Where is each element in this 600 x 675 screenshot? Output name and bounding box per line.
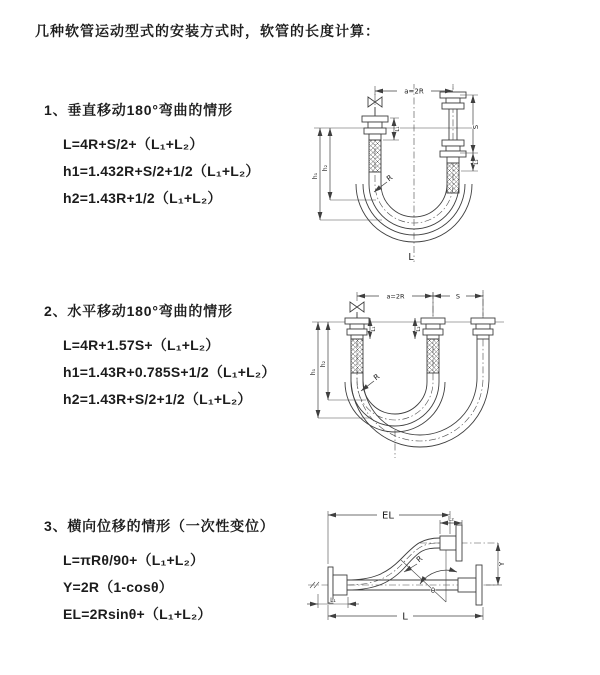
radius-callout (404, 554, 424, 572)
formula: h1=1.43R+0.785S+1/2（L₁+L₂） (63, 364, 276, 380)
dim-label-y: Y (498, 561, 506, 567)
lower-right-flange (458, 565, 482, 605)
dimension-a-2r (357, 292, 483, 316)
radius-callout (374, 173, 394, 192)
section-heading: 2、水平移动180°弯曲的情形 (44, 303, 233, 319)
formula: Y=2R（1-cosθ） (63, 579, 173, 595)
formula: L=4R+1.57S+（L₁+L₂） (63, 337, 220, 353)
dim-label-a2r: a=2R (404, 87, 424, 96)
s-curve-hose (347, 538, 440, 590)
dim-label-h1: h₁ (310, 368, 317, 376)
radius-label: R (384, 172, 395, 184)
dim-label-l2: L₂ (448, 515, 454, 523)
right-flange-fitting (471, 318, 495, 339)
middle-flange-fitting (421, 318, 445, 373)
dimension-l1 (307, 594, 359, 608)
valve-icon (350, 302, 364, 318)
dim-label-l2: L₂ (416, 326, 422, 332)
section-heading: 3、横向位移的情形（一次性变位） (44, 518, 275, 534)
page-title: 几种软管运动型式的安装方式时，软管的长度计算： (35, 23, 380, 39)
radius-label: R (414, 553, 425, 565)
formula: L=πRθ/90+（L₁+L₂） (63, 552, 205, 568)
radius-label: R (371, 371, 382, 383)
diagram-lateral-displacement (300, 498, 600, 656)
braided-hose-right (447, 163, 459, 193)
formula: EL=2Rsinθ+（L₁+L₂） (63, 606, 212, 622)
formula: h2=1.43R+1/2（L₁+L₂） (63, 190, 222, 206)
formula: h2=1.43R+S/2+1/2（L₁+L₂） (63, 391, 252, 407)
section-vertical-180 (44, 100, 260, 212)
dimension-el (328, 511, 450, 565)
dim-label-l2: L₂ (474, 159, 480, 165)
formula: h1=1.432R+S/2+1/2（L₁+L₂） (63, 163, 260, 179)
dim-label-a2r: a=2R (386, 292, 405, 301)
dim-label-el: EL (382, 510, 394, 522)
dim-label-l1: L₁ (330, 597, 336, 604)
section-heading: 1、垂直移动180°弯曲的情形 (44, 102, 233, 118)
dimension-l1 (370, 318, 377, 339)
hose-u-bends (345, 339, 489, 447)
dimension-y (486, 543, 506, 585)
section-horizontal-180 (44, 301, 276, 413)
length-label: L (408, 252, 414, 263)
dim-label-h2: h₂ (320, 360, 327, 368)
right-flange-fitting (440, 92, 466, 193)
dimension-h2 (322, 128, 376, 200)
dim-label-s: S (455, 292, 461, 301)
diagram-horizontal-180-bend (308, 282, 600, 462)
braided-hose-left (369, 140, 381, 172)
dim-label-s: S (472, 124, 480, 130)
angle-callout (401, 550, 457, 602)
braided-hose-middle (427, 339, 439, 373)
dim-label-l: L (402, 611, 408, 623)
braided-hose-left (351, 339, 363, 373)
section-lateral-displacement (44, 516, 275, 628)
dim-label-h2: h₂ (322, 164, 329, 172)
dim-label-l1: L₁ (395, 126, 401, 132)
dim-label-l1: L₁ (371, 326, 377, 332)
left-flange-fitting (345, 318, 369, 373)
centerlines (312, 290, 504, 458)
dim-label-h1: h₁ (312, 172, 319, 180)
dimension-l (328, 605, 483, 623)
formula: L=4R+S/2+（L₁+L₂） (63, 136, 204, 152)
left-flange-fitting (362, 116, 388, 172)
upper-right-flange (440, 525, 462, 561)
dimension-s (433, 293, 483, 301)
angle-label: θ (430, 587, 436, 595)
diagram-vertical-180-bend (310, 76, 600, 266)
